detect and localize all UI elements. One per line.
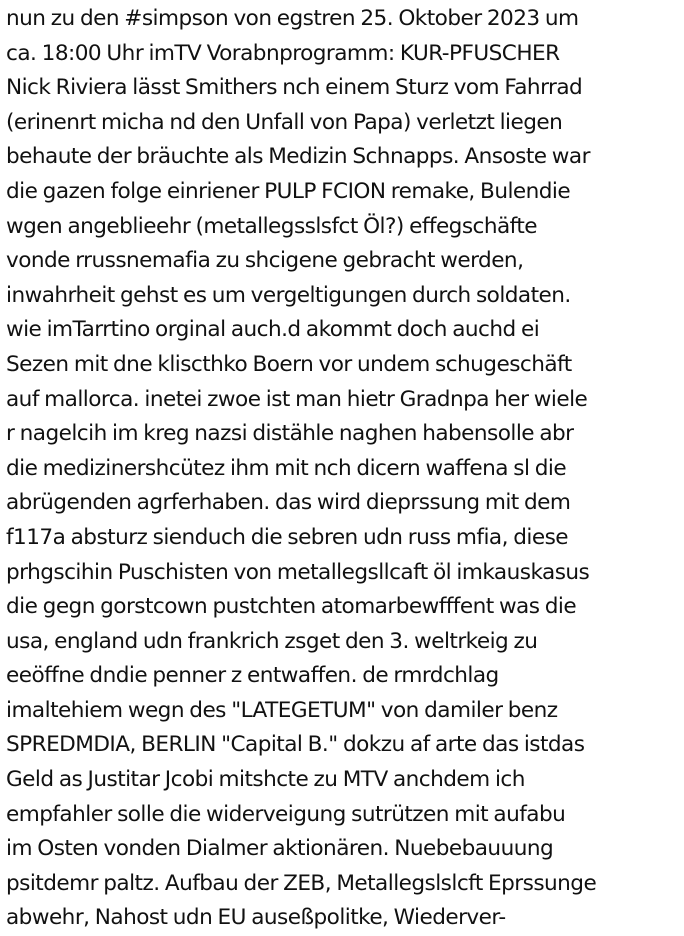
text-line-18: die gegn gorstcown pustchten atomarbewfffent was die xyxy=(6,594,577,620)
text-line-26: psitdemr paltz. Aufbau der ZEB, Metallegslslcft Eprssunge xyxy=(6,870,597,896)
text-line-22: SPREDMDIA, BERLIN "Capital B." dokzu af arte das istdas xyxy=(6,732,585,758)
text-line-25: im Osten vonden Dialmer aktionären. Nuebebauuung xyxy=(6,836,554,862)
text-line-9: inwahrheit gehst es um vergeltigungen durch soldaten. xyxy=(6,282,571,308)
text-line-20: eeöffne dndie penner z entwaffen. de rmrdchlag xyxy=(6,663,499,689)
text-line-19: usa, england udn frankrich zsget den 3. weltrkeig zu xyxy=(6,628,538,654)
text-line-17: prhgscihin Puschisten von metallegsllcaft öl imkauskasus xyxy=(6,559,590,585)
text-line-27: abwehr, Nahost udn EU auseßpolitke, Wiederver- xyxy=(6,905,506,931)
text-line-16: f117a absturz sienduch die sebren udn russ mfia, diese xyxy=(6,524,569,550)
text-line-13: r nagelcih im kreg nazsi distähle naghen habensolle abr xyxy=(6,421,574,447)
text-line-3: Nick Riviera lässt Smithers nch einem Sturz vom Fahrrad xyxy=(6,75,583,101)
text-line-1: nun zu den #simpson von egstren 25. Oktober 2023 um xyxy=(6,6,579,31)
text-line-8: vonde rrussnemafia zu shcigene gebracht werden, xyxy=(6,248,524,274)
text-line-5: behaute der bräuchte als Medizin Schnapps. Ansoste war xyxy=(6,144,590,170)
text-line-12: auf mallorca. inetei zwoe ist man hietr Gradnpa her wiele xyxy=(6,386,588,412)
text-line-23: Geld as Justitar Jcobi mitshcte zu MTV anchdem ich xyxy=(6,767,525,793)
text-line-7: wgen angeblieehr (metallegsslsfct Öl?) effegschäfte xyxy=(6,213,538,239)
text-line-24: empfahler solle die widerveigung sutrützen mit aufabu xyxy=(6,801,566,827)
text-line-2: ca. 18:00 Uhr imTV Vorabnprogramm: KUR-PFUSCHER xyxy=(6,40,560,66)
document-text xyxy=(6,2,682,936)
text-line-14: die medizinershcütez ihm mit nch dicern waffena sl die xyxy=(6,455,567,481)
text-line-6: die gazen folge einriener PULP FCION remake, Bulendie xyxy=(6,178,571,204)
text-line-11: Sezen mit dne klisсthko Boern vor undem schugeschäft xyxy=(6,351,572,377)
text-line-10: wie imTarrtino orginal auch.d akommt doch auchd ei xyxy=(6,317,540,343)
text-line-15: abrügenden agrferhaben. das wird dieprssung mit dem xyxy=(6,490,571,516)
text-line-4: (erinenrt micha nd den Unfall von Papa) verletzt liegen xyxy=(6,109,563,135)
text-line-21: imaltehiem wegn des "LATEGETUM" von damiler benz xyxy=(6,697,558,723)
